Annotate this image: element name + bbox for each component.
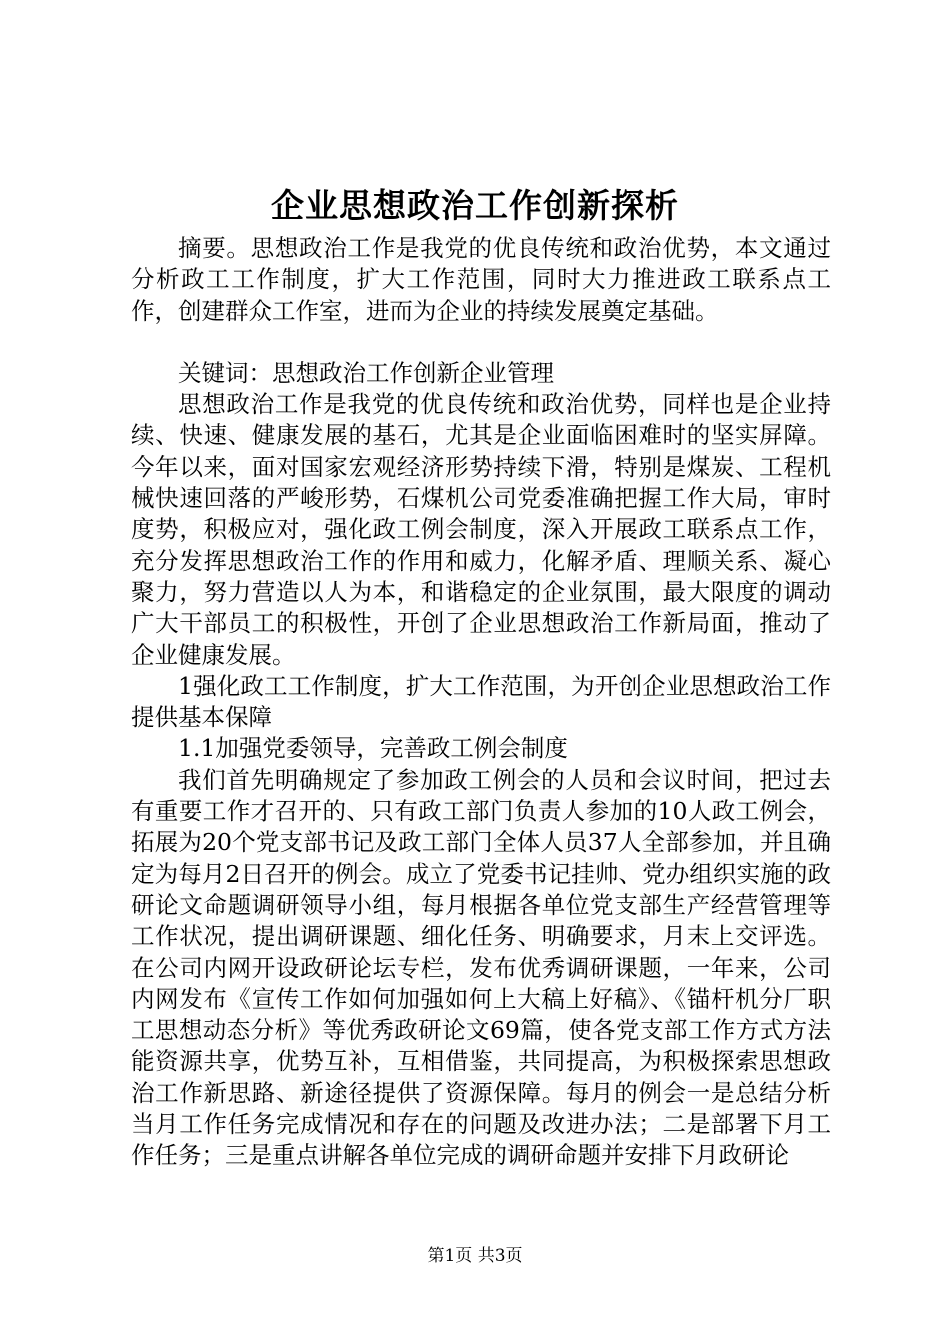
body-paragraph-meeting: 我们首先明确规定了参加政工例会的人员和会议时间，把过去有重要工作才召开的、只有政工部门负责人参加的10人政工例会，拓展为20个党支部书记及政工部门全体人员37人全部参加，并且确定为每月2日召开的例会。成立了党委书记挂帅、党办组织实施的政研论文命题调研领导小组，每月根据各单位党支部生产经营管理等工作状况，提出调研课题、细化任务、明确要求，月末上交评选。在公司内网开设政研论坛专栏，发布优秀调研课题，一年来，公司内网发布《宣传工作如何加强如何上大稿上好稿》、《锚杆机分厂职工思想动态分析》等优秀政研论文69篇，使各党支部工作方式方法能资源共享，优势互补，互相借鉴，共同提高，为积极探索思想政治工作新思路、新途径提供了资源保障。每月的例会一是总结分析当月工作任务完成情况和存在的问题及改进办法；二是部署下月工作任务；三是重点讲解各单位完成的调研命题并安排下月政研论: [131, 765, 831, 1170]
document-title: 企业思想政治工作创新探析: [271, 186, 679, 225]
paragraph-spacer: [131, 327, 831, 358]
document-body: [131, 233, 831, 1172]
keywords-paragraph: 关键词：思想政治工作创新企业管理: [178, 358, 554, 387]
body-paragraph-intro: 思想政治工作是我党的优良传统和政治优势，同样也是企业持续、快速、健康发展的基石，尤其是企业面临困难时的坚实屏障。今年以来，面对国家宏观经济形势持续下滑，特别是煤炭、工程机械快速回落的严峻形势，石煤机公司党委准确把握工作大局，审时度势，积极应对，强化政工例会制度，深入开展政工联系点工作，充分发挥思想政治工作的作用和威力，化解矛盾、理顺关系、凝心聚力，努力营造以人为本，和谐稳定的企业氛围，最大限度的调动广大干部员工的积极性，开创了企业思想政治工作新局面，推动了企业健康发展。: [131, 390, 831, 669]
abstract-paragraph: 摘要。思想政治工作是我党的优良传统和政治优势，本文通过分析政工工作制度，扩大工作范围，同时大力推进政工联系点工作，创建群众工作室，进而为企业的持续发展奠定基础。: [131, 234, 831, 325]
subsection-heading-1-1: 1.1加强党委领导，完善政工例会制度: [178, 734, 568, 763]
page-footer: 第1页 共3页: [427, 1246, 523, 1266]
section-heading-1: 1强化政工工作制度，扩大工作范围，为开创企业思想政治工作提供基本保障: [131, 671, 831, 732]
